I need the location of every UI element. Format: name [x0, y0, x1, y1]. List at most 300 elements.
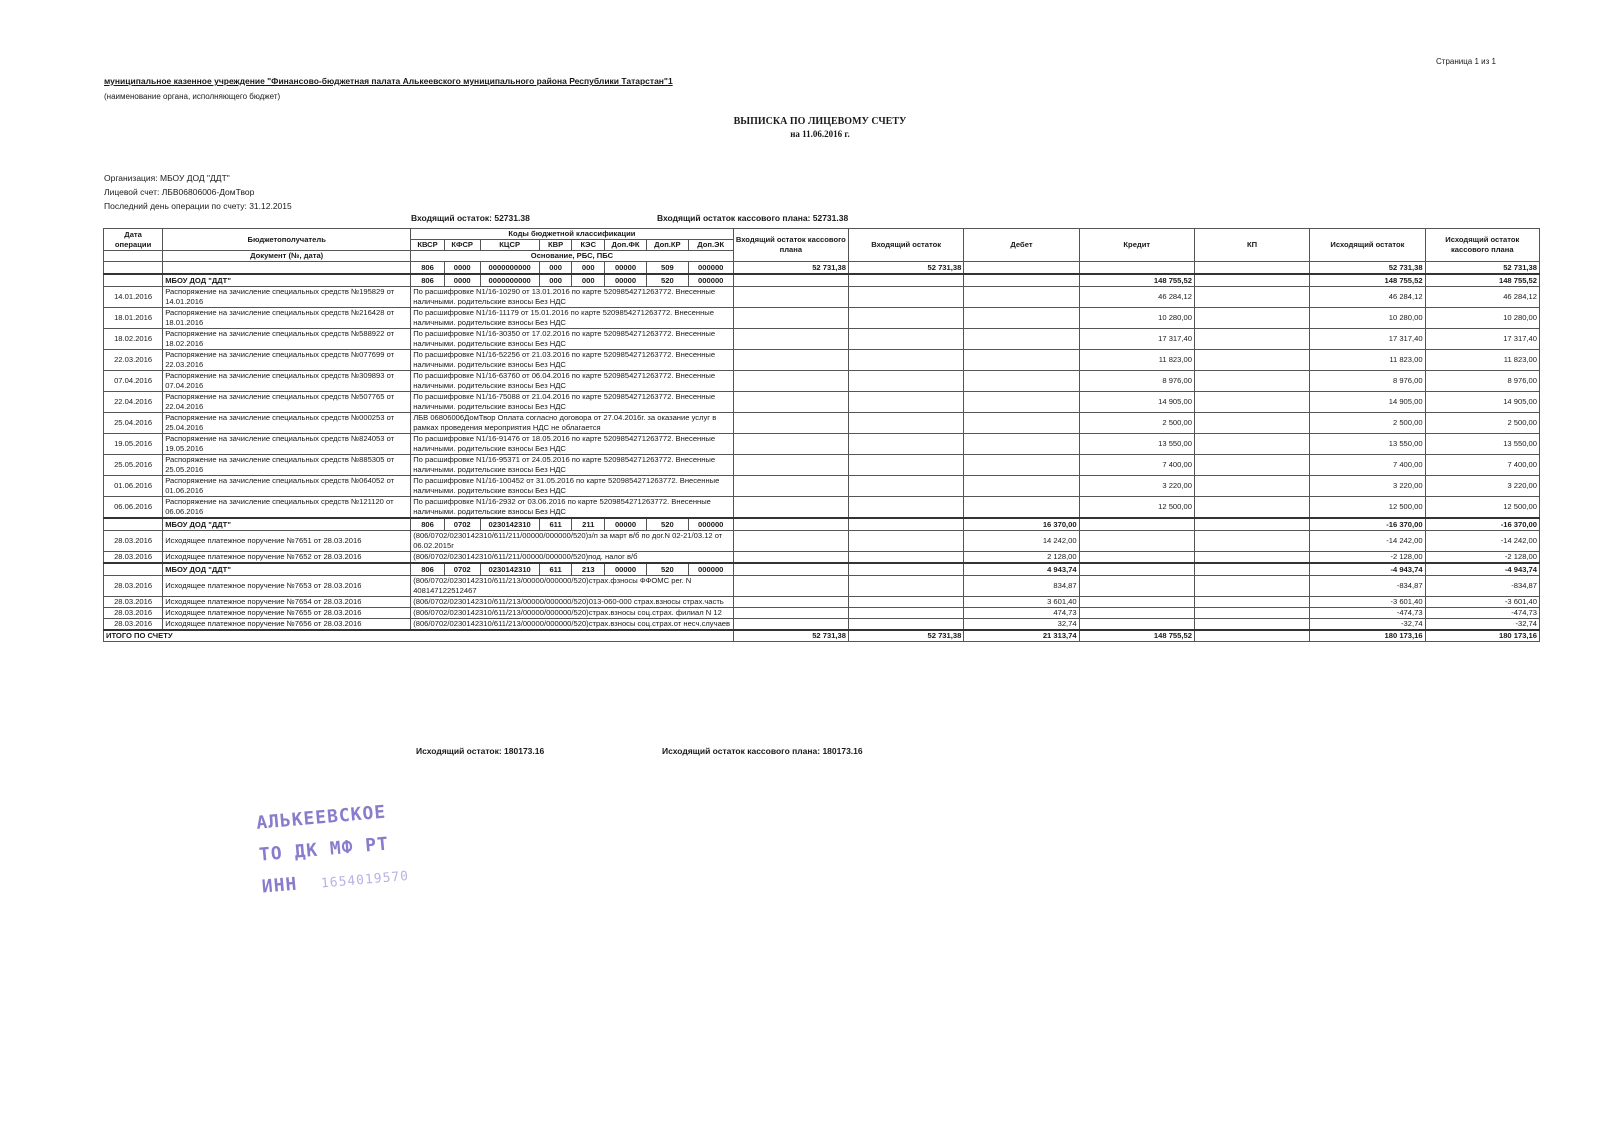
row-date: 22.04.2016 — [104, 392, 163, 413]
kp-cell — [1194, 563, 1309, 576]
in-balance-cell — [849, 274, 964, 287]
out-balance-cell: -16 370,00 — [1310, 518, 1425, 531]
out-balance-cell: -474,73 — [1310, 608, 1425, 619]
row-date: 28.03.2016 — [104, 597, 163, 608]
credit-cell: 148 755,52 — [1079, 274, 1194, 287]
header-kvsr: КВСР — [411, 240, 445, 251]
debit-cell: 2 128,00 — [964, 552, 1079, 564]
debit-cell — [964, 350, 1079, 371]
code-cell: 0000 — [444, 274, 480, 287]
out-balance-cell: -3 601,40 — [1310, 597, 1425, 608]
row-document: Распоряжение на зачисление специальных средств №121120 от 06.06.2016 — [163, 497, 411, 519]
table-row — [104, 619, 1540, 631]
group-date — [104, 274, 163, 287]
out-balance-cell: 13 550,00 — [1310, 434, 1425, 455]
row-date: 14.01.2016 — [104, 287, 163, 308]
out-balance-cell: 14 905,00 — [1310, 392, 1425, 413]
kp-cell — [1194, 619, 1309, 631]
debit-cell: 32,74 — [964, 619, 1079, 631]
stamp-line-2: ТО ДК МФ РТ — [258, 833, 390, 866]
row-document: Распоряжение на зачисление специальных средств №064052 от 01.06.2016 — [163, 476, 411, 497]
header-recipient: Бюджетополучатель — [163, 229, 411, 251]
credit-cell: 2 500,00 — [1079, 413, 1194, 434]
out-balance-cell: 17 317,40 — [1310, 329, 1425, 350]
in-balance-cell — [849, 576, 964, 597]
row-document: Исходящее платежное поручение №7653 от 28.03.2016 — [163, 576, 411, 597]
in-balance-cell — [849, 371, 964, 392]
in-balance-cell — [849, 413, 964, 434]
row-date: 28.03.2016 — [104, 552, 163, 564]
total-label: ИТОГО ПО СЧЕТУ — [104, 630, 734, 642]
in-balance-cell — [849, 518, 964, 531]
row-document: Исходящее платежное поручение №7655 от 28.03.2016 — [163, 608, 411, 619]
header-codes: Коды бюджетной классификации — [411, 229, 734, 240]
out-cash-plan-cell: 11 823,00 — [1425, 350, 1539, 371]
stamp-inn: 1654019570 — [320, 868, 410, 892]
debit-cell: 14 242,00 — [964, 531, 1079, 552]
table-row — [104, 608, 1540, 619]
debit-cell: 4 943,74 — [964, 563, 1079, 576]
in-cash-plan-cell — [733, 597, 848, 608]
row-date: 28.03.2016 — [104, 576, 163, 597]
row-document: Распоряжение на зачисление специальных средств №588922 от 18.02.2016 — [163, 329, 411, 350]
row-date: 18.01.2016 — [104, 308, 163, 329]
kp-cell — [1194, 392, 1309, 413]
stamp-line-3: ИНН — [261, 873, 299, 898]
debit-cell — [964, 455, 1079, 476]
document-date: на 11.06.2016 г. — [790, 129, 850, 139]
row-basis: ЛБВ 06806006ДомТвор Оплата согласно договора от 27.04.2016г. за оказание услуг в рамках проведения мероприятия НДС не облагается — [411, 413, 734, 434]
total-credit: 148 755,52 — [1079, 630, 1194, 642]
last-operation-day: Последний день операции по счету: 31.12.2015 — [104, 201, 292, 211]
code-cell: 0000 — [444, 262, 480, 275]
table-row — [104, 476, 1540, 497]
debit-cell — [964, 287, 1079, 308]
in-cash-plan-cell — [733, 413, 848, 434]
institution-caption: (наименование органа, исполняющего бюджет) — [104, 92, 281, 101]
out-cash-plan-cell: -834,87 — [1425, 576, 1539, 597]
in-balance-cell — [849, 392, 964, 413]
kp-cell — [1194, 350, 1309, 371]
debit-cell — [964, 262, 1079, 275]
row-date: 25.04.2016 — [104, 413, 163, 434]
in-cash-plan-cell — [733, 518, 848, 531]
group-date — [104, 518, 163, 531]
row-document: Распоряжение на зачисление специальных средств №309893 от 07.04.2016 — [163, 371, 411, 392]
kp-cell — [1194, 531, 1309, 552]
kp-cell — [1194, 597, 1309, 608]
out-balance-cell: -2 128,00 — [1310, 552, 1425, 564]
code-cell: 000000 — [688, 262, 733, 275]
out-cash-plan-cell: -14 242,00 — [1425, 531, 1539, 552]
row-document: Распоряжение на зачисление специальных средств №000253 от 25.04.2016 — [163, 413, 411, 434]
debit-cell — [964, 434, 1079, 455]
closing-cash-plan-balance: Исходящий остаток кассового плана: 180173.16 — [662, 746, 863, 756]
group-date — [104, 262, 163, 275]
kp-cell — [1194, 576, 1309, 597]
code-cell: 00000 — [605, 274, 647, 287]
kp-cell — [1194, 308, 1309, 329]
header-in-cash-plan: Входящий остаток кассового плана — [733, 229, 848, 262]
credit-cell — [1079, 518, 1194, 531]
in-cash-plan-cell — [733, 392, 848, 413]
row-date: 06.06.2016 — [104, 497, 163, 519]
out-balance-cell: 2 500,00 — [1310, 413, 1425, 434]
table-row — [104, 531, 1540, 552]
total-debit: 21 313,74 — [964, 630, 1079, 642]
in-balance-cell — [849, 434, 964, 455]
out-balance-cell: 8 976,00 — [1310, 371, 1425, 392]
code-cell: 806 — [411, 518, 445, 531]
header-kvr: КВР — [539, 240, 572, 251]
code-cell: 509 — [646, 262, 688, 275]
total-out-cash-plan: 180 173,16 — [1425, 630, 1539, 642]
out-cash-plan-cell: 8 976,00 — [1425, 371, 1539, 392]
out-cash-plan-cell: -3 601,40 — [1425, 597, 1539, 608]
code-cell: 0000000000 — [480, 274, 539, 287]
debit-cell — [964, 392, 1079, 413]
out-balance-cell: -4 943,74 — [1310, 563, 1425, 576]
total-kp — [1194, 630, 1309, 642]
in-balance-cell — [849, 476, 964, 497]
in-cash-plan-cell — [733, 497, 848, 519]
credit-cell — [1079, 552, 1194, 564]
out-cash-plan-cell: 46 284,12 — [1425, 287, 1539, 308]
out-cash-plan-cell: 17 317,40 — [1425, 329, 1539, 350]
row-basis: (806/0702/0230142310/611/213/00000/000000/520)страх.взносы соц.страх.от несч.случаев — [411, 619, 734, 631]
out-cash-plan-cell: 52 731,38 — [1425, 262, 1539, 275]
row-date: 01.06.2016 — [104, 476, 163, 497]
out-balance-cell: 10 280,00 — [1310, 308, 1425, 329]
in-cash-plan-cell — [733, 563, 848, 576]
code-cell: 611 — [539, 563, 572, 576]
stamp-line-1: АЛЬКЕЕВСКОЕ — [255, 801, 387, 834]
row-document: Распоряжение на зачисление специальных средств №507765 от 22.04.2016 — [163, 392, 411, 413]
kp-cell — [1194, 371, 1309, 392]
opening-row — [104, 262, 1540, 275]
row-date: 28.03.2016 — [104, 608, 163, 619]
kp-cell — [1194, 497, 1309, 519]
credit-cell: 46 284,12 — [1079, 287, 1194, 308]
code-cell: 000 — [539, 262, 572, 275]
credit-cell: 8 976,00 — [1079, 371, 1194, 392]
code-cell: 000000 — [688, 563, 733, 576]
credit-cell — [1079, 597, 1194, 608]
table-row — [104, 287, 1540, 308]
code-cell: 000 — [539, 274, 572, 287]
kp-cell — [1194, 329, 1309, 350]
in-balance-cell: 52 731,38 — [849, 262, 964, 275]
header-credit: Кредит — [1079, 229, 1194, 262]
group-name: МБОУ ДОД "ДДТ" — [163, 563, 411, 576]
out-cash-plan-cell: -474,73 — [1425, 608, 1539, 619]
out-balance-cell: 3 220,00 — [1310, 476, 1425, 497]
code-cell: 213 — [572, 563, 605, 576]
in-balance-cell — [849, 531, 964, 552]
header-in-balance: Входящий остаток — [849, 229, 964, 262]
table-row — [104, 497, 1540, 519]
code-cell: 000000 — [688, 274, 733, 287]
kp-cell — [1194, 413, 1309, 434]
row-document: Исходящее платежное поручение №7652 от 28.03.2016 — [163, 552, 411, 564]
header-debit: Дебет — [964, 229, 1079, 262]
code-cell: 0702 — [444, 518, 480, 531]
code-cell: 520 — [646, 274, 688, 287]
debit-cell — [964, 308, 1079, 329]
out-balance-cell: -14 242,00 — [1310, 531, 1425, 552]
in-cash-plan-cell — [733, 552, 848, 564]
in-cash-plan-cell — [733, 434, 848, 455]
row-document: Исходящее платежное поручение №7654 от 28.03.2016 — [163, 597, 411, 608]
row-document: Распоряжение на зачисление специальных средств №885305 от 25.05.2016 — [163, 455, 411, 476]
credit-cell — [1079, 563, 1194, 576]
header-dopek: Доп.ЭК — [688, 240, 733, 251]
header-basis: Основание, РБС, ПБС — [411, 251, 734, 262]
closing-balance: Исходящий остаток: 180173.16 — [416, 746, 545, 756]
credit-cell — [1079, 576, 1194, 597]
kp-cell — [1194, 287, 1309, 308]
code-cell: 0702 — [444, 563, 480, 576]
code-cell: 611 — [539, 518, 572, 531]
code-cell: 806 — [411, 274, 445, 287]
row-document: Распоряжение на зачисление специальных средств №216428 от 18.01.2016 — [163, 308, 411, 329]
header-kfsr: КФСР — [444, 240, 480, 251]
official-stamp — [255, 795, 410, 905]
table-row — [104, 329, 1540, 350]
row-basis: (806/0702/0230142310/611/211/00000/000000/520)з/п за март в/б по дог.N 02-21/03.12 от 06.02.2015г — [411, 531, 734, 552]
code-cell: 211 — [572, 518, 605, 531]
in-cash-plan-cell — [733, 329, 848, 350]
in-balance-cell — [849, 619, 964, 631]
row-date: 22.03.2016 — [104, 350, 163, 371]
row-document: Исходящее платежное поручение №7656 от 28.03.2016 — [163, 619, 411, 631]
account-number: Лицевой счет: ЛБВ06806006-ДомТвор — [104, 187, 255, 197]
kp-cell — [1194, 476, 1309, 497]
code-cell: 806 — [411, 563, 445, 576]
in-cash-plan-cell — [733, 287, 848, 308]
opening-balance: Входящий остаток: 52731.38 — [411, 213, 530, 223]
group-name: МБОУ ДОД "ДДТ" — [163, 274, 411, 287]
table-row — [104, 413, 1540, 434]
credit-cell: 7 400,00 — [1079, 455, 1194, 476]
out-balance-cell: -834,87 — [1310, 576, 1425, 597]
out-cash-plan-cell: -4 943,74 — [1425, 563, 1539, 576]
code-cell: 0230142310 — [480, 563, 539, 576]
code-cell: 00000 — [605, 262, 647, 275]
credit-cell: 13 550,00 — [1079, 434, 1194, 455]
group-date — [104, 563, 163, 576]
row-document: Исходящее платежное поручение №7651 от 28.03.2016 — [163, 531, 411, 552]
out-balance-cell: -32,74 — [1310, 619, 1425, 631]
header-out-cash-plan: Исходящий остаток кассового плана — [1425, 229, 1539, 262]
header-kcsr: КЦСР — [480, 240, 539, 251]
group-name: МБОУ ДОД "ДДТ" — [163, 518, 411, 531]
row-basis: По расшифровке N1/16-11179 от 15.01.2016 по карте 5209854271263772. Внесенные наличными. родительские взносы Без НДС — [411, 308, 734, 329]
in-balance-cell — [849, 497, 964, 519]
credit-cell: 11 823,00 — [1079, 350, 1194, 371]
row-basis: (806/0702/0230142310/611/213/00000/000000/520)013-060-000 страх.взносы страх.часть — [411, 597, 734, 608]
credit-cell — [1079, 531, 1194, 552]
debit-cell — [964, 476, 1079, 497]
row-basis: По расшифровке N1/16-75088 от 21.04.2016 по карте 5209854271263772. Внесенные наличными. родительские взносы Без НДС — [411, 392, 734, 413]
kp-cell — [1194, 455, 1309, 476]
code-cell: 0230142310 — [480, 518, 539, 531]
table-row — [104, 371, 1540, 392]
opening-cash-plan-balance: Входящий остаток кассового плана: 52731.38 — [657, 213, 849, 223]
header-out-balance: Исходящий остаток — [1310, 229, 1425, 262]
out-cash-plan-cell: -32,74 — [1425, 619, 1539, 631]
table-row — [104, 552, 1540, 564]
row-document: Распоряжение на зачисление специальных средств №195829 от 14.01.2016 — [163, 287, 411, 308]
in-cash-plan-cell — [733, 619, 848, 631]
kp-cell — [1194, 274, 1309, 287]
header-kp: КП — [1194, 229, 1309, 262]
table-row — [104, 455, 1540, 476]
in-balance-cell — [849, 608, 964, 619]
row-date: 07.04.2016 — [104, 371, 163, 392]
row-date: 25.05.2016 — [104, 455, 163, 476]
header-kes: КЭС — [572, 240, 605, 251]
out-cash-plan-cell: 7 400,00 — [1425, 455, 1539, 476]
out-balance-cell: 52 731,38 — [1310, 262, 1425, 275]
in-balance-cell — [849, 287, 964, 308]
row-basis: По расшифровке N1/16-10290 от 13.01.2016 по карте 5209854271263772. Внесенные наличными. родительские взносы Без НДС — [411, 287, 734, 308]
code-cell: 806 — [411, 262, 445, 275]
group-row — [104, 518, 1540, 531]
in-cash-plan-cell: 52 731,38 — [733, 262, 848, 275]
credit-cell: 12 500,00 — [1079, 497, 1194, 519]
debit-cell: 3 601,40 — [964, 597, 1079, 608]
in-cash-plan-cell — [733, 371, 848, 392]
table-row — [104, 308, 1540, 329]
header-dopfk: Доп.ФК — [605, 240, 647, 251]
in-cash-plan-cell — [733, 531, 848, 552]
page-number: Страница 1 из 1 — [1436, 57, 1496, 66]
row-date: 18.02.2016 — [104, 329, 163, 350]
in-balance-cell — [849, 552, 964, 564]
out-cash-plan-cell: 12 500,00 — [1425, 497, 1539, 519]
in-balance-cell — [849, 350, 964, 371]
in-balance-cell — [849, 308, 964, 329]
code-cell: 0000000000 — [480, 262, 539, 275]
out-cash-plan-cell: 3 220,00 — [1425, 476, 1539, 497]
kp-cell — [1194, 262, 1309, 275]
debit-cell — [964, 274, 1079, 287]
debit-cell: 834,87 — [964, 576, 1079, 597]
code-cell: 000 — [572, 274, 605, 287]
row-basis: По расшифровке N1/16-100452 от 31.05.2016 по карте 5209854271263772. Внесенные наличными. родительские взносы Без НДС — [411, 476, 734, 497]
out-cash-plan-cell: 2 500,00 — [1425, 413, 1539, 434]
in-cash-plan-cell — [733, 455, 848, 476]
kp-cell — [1194, 552, 1309, 564]
row-basis: (806/0702/0230142310/611/213/00000/000000/520)страх.взносы соц.страх. филиал N 12 — [411, 608, 734, 619]
out-cash-plan-cell: 148 755,52 — [1425, 274, 1539, 287]
row-basis: По расшифровке N1/16-95371 от 24.05.2016 по карте 5209854271263772. Внесенные наличными. родительские взносы Без НДС — [411, 455, 734, 476]
statement-table — [103, 228, 1540, 642]
credit-cell — [1079, 262, 1194, 275]
in-cash-plan-cell — [733, 608, 848, 619]
row-basis: По расшифровке N1/16-2932 от 03.06.2016 по карте 5209854271263772. Внесенные наличными. родительские взносы Без НДС — [411, 497, 734, 519]
in-cash-plan-cell — [733, 576, 848, 597]
credit-cell: 17 317,40 — [1079, 329, 1194, 350]
out-balance-cell: 11 823,00 — [1310, 350, 1425, 371]
header-date: Дата операции — [104, 229, 163, 251]
debit-cell: 474,73 — [964, 608, 1079, 619]
out-cash-plan-cell: 10 280,00 — [1425, 308, 1539, 329]
table-row — [104, 350, 1540, 371]
code-cell: 000000 — [688, 518, 733, 531]
in-balance-cell — [849, 455, 964, 476]
table-row — [104, 392, 1540, 413]
debit-cell: 16 370,00 — [964, 518, 1079, 531]
in-cash-plan-cell — [733, 308, 848, 329]
row-basis: По расшифровке N1/16-63760 от 06.04.2016 по карте 5209854271263772. Внесенные наличными. родительские взносы Без НДС — [411, 371, 734, 392]
credit-cell: 14 905,00 — [1079, 392, 1194, 413]
out-cash-plan-cell: 13 550,00 — [1425, 434, 1539, 455]
debit-cell — [964, 371, 1079, 392]
in-cash-plan-cell — [733, 476, 848, 497]
credit-cell: 10 280,00 — [1079, 308, 1194, 329]
row-basis: (806/0702/0230142310/611/213/00000/000000/520)страх.фзносы ФФОМС рег. N 408147122512467 — [411, 576, 734, 597]
credit-cell — [1079, 619, 1194, 631]
document-title: ВЫПИСКА ПО ЛИЦЕВОМУ СЧЕТУ — [733, 116, 907, 127]
debit-cell — [964, 329, 1079, 350]
organization: Организация: МБОУ ДОД "ДДТ" — [104, 173, 230, 183]
row-basis: По расшифровке N1/16-91476 от 18.05.2016 по карте 5209854271263772. Внесенные наличными. родительские взносы Без НДС — [411, 434, 734, 455]
out-balance-cell: 148 755,52 — [1310, 274, 1425, 287]
total-in-cash-plan: 52 731,38 — [733, 630, 848, 642]
row-basis: (806/0702/0230142310/611/211/00000/000000/520)под. налог в/б — [411, 552, 734, 564]
row-date: 19.05.2016 — [104, 434, 163, 455]
in-balance-cell — [849, 329, 964, 350]
row-basis: По расшифровке N1/16-52256 от 21.03.2016 по карте 5209854271263772. Внесенные наличными. родительские взносы Без НДС — [411, 350, 734, 371]
code-cell: 00000 — [605, 518, 647, 531]
debit-cell — [964, 497, 1079, 519]
total-out-balance: 180 173,16 — [1310, 630, 1425, 642]
total-in-balance: 52 731,38 — [849, 630, 964, 642]
table-row — [104, 597, 1540, 608]
kp-cell — [1194, 518, 1309, 531]
out-cash-plan-cell: -2 128,00 — [1425, 552, 1539, 564]
code-cell: 000 — [572, 262, 605, 275]
row-document: Распоряжение на зачисление специальных средств №824053 от 19.05.2016 — [163, 434, 411, 455]
table-row — [104, 576, 1540, 597]
group-name — [163, 262, 411, 275]
credit-cell: 3 220,00 — [1079, 476, 1194, 497]
group-row — [104, 274, 1540, 287]
credit-cell — [1079, 608, 1194, 619]
in-balance-cell — [849, 563, 964, 576]
in-cash-plan-cell — [733, 350, 848, 371]
debit-cell — [964, 413, 1079, 434]
in-cash-plan-cell — [733, 274, 848, 287]
kp-cell — [1194, 434, 1309, 455]
out-cash-plan-cell: 14 905,00 — [1425, 392, 1539, 413]
out-balance-cell: 12 500,00 — [1310, 497, 1425, 519]
kp-cell — [1194, 608, 1309, 619]
total-row — [104, 630, 1540, 642]
code-cell: 520 — [646, 518, 688, 531]
row-basis: По расшифровке N1/16-30350 от 17.02.2016 по карте 5209854271263772. Внесенные наличными. родительские взносы Без НДС — [411, 329, 734, 350]
table-row — [104, 434, 1540, 455]
code-cell: 00000 — [605, 563, 647, 576]
header-dopkr: Доп.КР — [646, 240, 688, 251]
row-date: 28.03.2016 — [104, 531, 163, 552]
row-document: Распоряжение на зачисление специальных средств №077699 от 22.03.2016 — [163, 350, 411, 371]
code-cell: 520 — [646, 563, 688, 576]
in-balance-cell — [849, 597, 964, 608]
out-balance-cell: 46 284,12 — [1310, 287, 1425, 308]
